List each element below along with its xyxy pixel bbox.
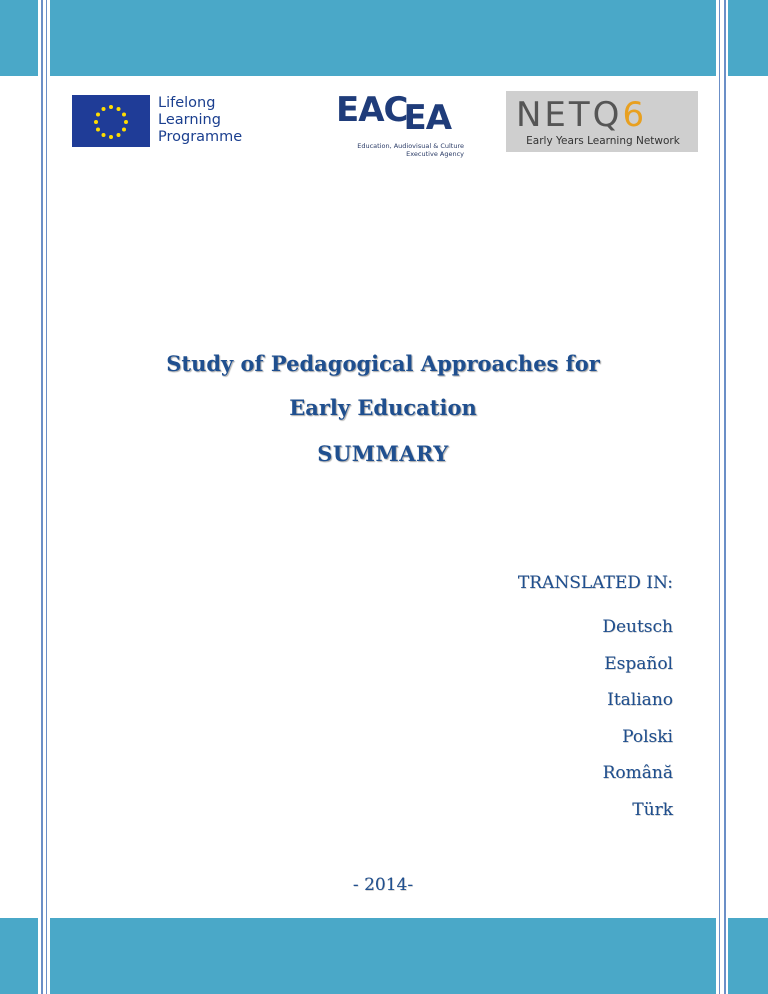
language-list xyxy=(373,609,673,828)
language-item: Polski xyxy=(622,726,673,747)
netq6-mark-digit: 6 xyxy=(622,95,648,135)
summary-heading: SUMMARY xyxy=(317,441,449,466)
netq6-mark-text: NETQ xyxy=(516,95,623,135)
eacea-subtitle xyxy=(336,142,464,158)
eacea-sub-line-1: Education, Audiovisual & Culture xyxy=(357,142,464,150)
left-rule-outer xyxy=(41,0,43,994)
header-band-left xyxy=(0,0,38,76)
eacea-mark-right: EA xyxy=(403,98,452,138)
eu-flag-icon xyxy=(72,95,150,147)
eacea-sub-line-2: Executive Agency xyxy=(406,150,464,158)
llp-line-1: Lifelong xyxy=(158,95,216,111)
eacea-mark-left: EAC xyxy=(336,90,408,130)
language-item: Italiano xyxy=(607,690,673,710)
document-title xyxy=(60,342,706,466)
netq6-logo xyxy=(506,91,698,152)
language-item: Español xyxy=(604,653,673,674)
publication-year: - 2014- xyxy=(352,875,414,895)
llp-line-3: Programme xyxy=(158,129,243,145)
language-item: Deutsch xyxy=(602,617,673,637)
footer-band-right xyxy=(728,918,768,994)
left-rule-inner xyxy=(46,0,47,994)
language-item: Türk xyxy=(632,799,673,820)
header-band xyxy=(50,0,716,76)
translated-heading: TRANSLATED IN: xyxy=(517,573,673,593)
right-rule-outer xyxy=(724,0,726,994)
header-band-right xyxy=(728,0,768,76)
right-rule-inner xyxy=(719,0,720,994)
llp-line-2: Learning xyxy=(158,112,221,128)
eacea-wordmark xyxy=(336,90,452,138)
netq6-wordmark xyxy=(516,96,647,134)
netq6-tagline: Early Years Learning Network xyxy=(526,135,680,147)
footer-band-left xyxy=(0,918,38,994)
language-item: Română xyxy=(602,763,673,783)
footer-band xyxy=(50,918,716,994)
llp-wordmark xyxy=(158,95,268,146)
title-line-1: Study of Pedagogical Approaches for xyxy=(166,351,600,376)
eacea-logo xyxy=(336,92,464,164)
lifelong-learning-logo xyxy=(72,95,262,147)
title-line-2: Early Education xyxy=(289,395,477,420)
